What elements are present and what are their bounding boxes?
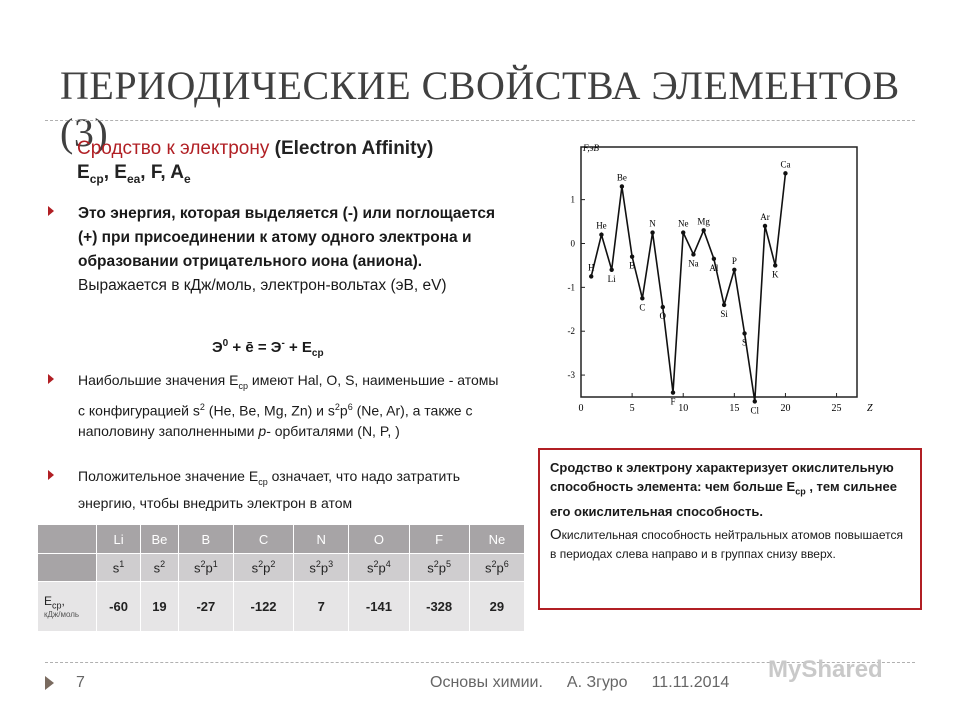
data-point: [630, 254, 634, 258]
point-label: Li: [607, 273, 616, 284]
footer-date: 11.11.2014: [651, 674, 730, 691]
data-point: [753, 399, 757, 403]
electron-affinity-table: [37, 524, 525, 632]
page-title: ПЕРИОДИЧЕСКИЕ СВОЙСТВА ЭЛЕМЕНТОВ (3): [60, 63, 900, 155]
definition-units: Выражается в кДж/моль, электрон-вольтах (эВ, eV): [78, 277, 447, 294]
config-part: s: [484, 560, 492, 576]
row-unit: кДж/моль: [44, 610, 80, 620]
table-row: [38, 554, 525, 582]
x-tick-label: 15: [729, 403, 740, 414]
symbol-sub: ср: [89, 171, 104, 186]
data-point: [661, 305, 665, 309]
point-label: H: [587, 262, 595, 273]
section-heading: [77, 138, 433, 160]
data-point: [712, 257, 716, 261]
bullet-marker-icon: [48, 374, 54, 384]
data-point: [681, 230, 685, 234]
config-part: 2: [200, 559, 206, 570]
eq-sub: ср: [311, 348, 324, 359]
element-cell: B: [178, 525, 233, 554]
config-part: p: [205, 560, 213, 576]
config-part: p: [320, 560, 329, 576]
equation: [212, 338, 324, 359]
heading-symbols: [77, 162, 191, 186]
point-label: Cl: [750, 405, 760, 416]
table-corner-cell: [38, 525, 97, 554]
text-italic: p: [258, 423, 267, 440]
text: Положительное значение E: [78, 468, 259, 484]
config-part: 2: [160, 559, 166, 570]
config-cell: [349, 554, 409, 582]
point-label: Ne: [677, 218, 689, 229]
text: Сродство к электрону характеризует окислительную способность элемента: чем больше E: [550, 460, 894, 494]
point-label: Al: [709, 262, 719, 273]
config-part: p: [263, 560, 271, 576]
point-label: C: [639, 302, 646, 313]
config-part: p: [438, 560, 446, 576]
x-axis-label: Z: [867, 403, 873, 414]
point-label: Mg: [697, 216, 710, 227]
value-cell: -60: [97, 582, 141, 632]
point-label: He: [596, 220, 607, 231]
point-label: Na: [688, 258, 699, 269]
title-divider: [45, 120, 915, 121]
config-part: s: [153, 560, 161, 576]
data-point: [783, 171, 787, 175]
config-part: s: [427, 560, 434, 576]
point-label: Ca: [780, 159, 791, 170]
config-part: 1: [212, 559, 218, 570]
data-point: [722, 303, 726, 307]
point-label: F: [670, 396, 676, 407]
text: О: [550, 525, 562, 543]
definition-bold: Это энергия, которая выделяется (-) или поглощается (+) при присоединении к атому одного электрона и образовании отрицательного иона (аниона).: [78, 205, 496, 270]
text: , тем сильнее его окислительная способность.: [550, 479, 897, 519]
eq-part: + ē = Э: [228, 339, 282, 356]
text: имеют Hal, O, S, наименьшие - атомы с конфигурацией s: [78, 372, 499, 419]
text-sup: 2: [199, 401, 205, 412]
value-cell: -328: [409, 582, 469, 632]
value-cell: -122: [233, 582, 293, 632]
y-axis-label: F,эB: [583, 143, 600, 153]
data-point: [732, 268, 736, 272]
config-cell: [141, 554, 179, 582]
x-tick-label: 25: [831, 403, 842, 414]
y-tick-label: -2: [567, 326, 575, 337]
config-part: 1: [119, 559, 125, 570]
data-point: [691, 252, 695, 256]
x-tick-label: 0: [578, 403, 584, 414]
eq-sup: 0: [222, 338, 229, 349]
text: означает, что надо затратить энергию, чтобы внедрить электрон в атом: [78, 468, 461, 511]
bullet-positive-value: [48, 466, 508, 514]
y-tick-label: -3: [567, 370, 575, 381]
data-point: [671, 390, 675, 394]
value-cell: 19: [141, 582, 179, 632]
value-cell: -27: [178, 582, 233, 632]
config-part: 2: [373, 559, 379, 570]
config-part: 6: [503, 559, 509, 570]
config-part: s: [309, 560, 316, 576]
config-cell: [178, 554, 233, 582]
point-label: N: [649, 218, 656, 229]
footer-marker-icon: [45, 676, 54, 690]
config-part: s: [112, 560, 120, 576]
point-label: O: [659, 311, 667, 322]
info-paragraph-2: [550, 525, 910, 564]
point-label: Ar: [760, 211, 770, 222]
data-point: [589, 274, 593, 278]
text-sub: ср: [258, 476, 268, 487]
y-tick-label: 1: [570, 194, 575, 205]
eq-sup: -: [281, 338, 285, 349]
page-number: 7: [76, 674, 85, 691]
config-part: 2: [433, 559, 439, 570]
data-point: [609, 268, 613, 272]
value-cell: 29: [469, 582, 524, 632]
config-part: p: [496, 560, 504, 576]
symbol-sub3: e: [183, 171, 191, 186]
footer-text: [430, 674, 753, 692]
text-sup: 2: [334, 401, 340, 412]
config-part: 5: [446, 559, 452, 570]
config-part: 2: [491, 559, 497, 570]
electron-affinity-chart: [565, 135, 885, 425]
info-box: [538, 448, 922, 610]
config-part: s: [251, 560, 259, 576]
symbol-rest: , E: [103, 162, 127, 183]
config-part: 2: [270, 559, 276, 570]
row-label: E: [44, 593, 53, 608]
x-tick-label: 10: [678, 403, 689, 414]
point-label: K: [771, 269, 779, 280]
config-part: s: [367, 560, 374, 576]
info-paragraph-1: [550, 458, 910, 521]
text: Наибольшие значения E: [78, 372, 239, 388]
text: p: [339, 402, 348, 419]
data-point: [742, 331, 746, 335]
row-label-tail: ,: [61, 593, 65, 608]
config-part: 4: [385, 559, 391, 570]
data-point: [640, 296, 644, 300]
bullet-definition: [48, 202, 508, 298]
bullet-marker-icon: [48, 206, 54, 216]
element-cell: N: [294, 525, 349, 554]
table-label-cell: [38, 554, 97, 582]
point-label: Si: [720, 308, 728, 319]
config-part: 2: [258, 559, 264, 570]
symbol-e: E: [77, 162, 90, 183]
series-line: [591, 173, 785, 401]
element-cell: O: [349, 525, 409, 554]
footer-course: Основы химии.: [430, 674, 543, 691]
eq-part: Э: [212, 339, 223, 356]
config-cell: [97, 554, 141, 582]
element-cell: Li: [97, 525, 141, 554]
config-cell: [233, 554, 293, 582]
point-label: P: [731, 255, 737, 266]
element-cell: F: [409, 525, 469, 554]
bullet-marker-icon: [48, 470, 54, 480]
text: (He, Be, Mg, Zn) и s: [204, 402, 335, 419]
data-point: [620, 184, 624, 188]
point-label: S: [742, 337, 748, 348]
config-part: s: [193, 560, 201, 576]
footer-author: А. Згуро: [566, 674, 628, 691]
element-cell: Ne: [469, 525, 524, 554]
data-point: [701, 228, 705, 232]
symbol-sub2: ea: [126, 171, 141, 186]
row-label-sub: ср: [52, 600, 62, 611]
table-label-cell: [38, 582, 97, 632]
data-point: [650, 230, 654, 234]
bullet-max-values: [48, 370, 508, 442]
text: - орбиталями (N, P, ): [266, 423, 400, 440]
point-label: Be: [616, 172, 627, 183]
text: (Ne, Ar), а также с наполовину заполненными: [78, 402, 473, 440]
x-tick-label: 20: [780, 403, 791, 414]
y-tick-label: -1: [567, 282, 575, 293]
text: кислительная способность нейтральных атомов повышается в периодах слева направо и в группах снизу вверх.: [550, 527, 903, 561]
symbol-rest2: , F, A: [140, 162, 184, 183]
data-point: [773, 263, 777, 267]
heading-red-text: Сродство к электрону: [77, 138, 270, 159]
y-tick-label: 0: [570, 238, 575, 249]
text-sub: ср: [238, 380, 248, 391]
config-part: 3: [328, 559, 334, 570]
config-cell: [294, 554, 349, 582]
data-point: [763, 224, 767, 228]
x-tick-label: 5: [629, 403, 635, 414]
heading-rest-text: (Electron Affinity): [269, 138, 434, 159]
element-cell: C: [233, 525, 293, 554]
config-cell: [409, 554, 469, 582]
config-cell: [469, 554, 524, 582]
eq-part: + E: [284, 339, 312, 356]
table-row: [38, 525, 525, 554]
element-cell: Be: [141, 525, 179, 554]
config-part: 2: [315, 559, 321, 570]
table-row: [38, 582, 525, 632]
value-cell: 7: [294, 582, 349, 632]
watermark-logo: MyShared: [768, 656, 883, 683]
data-point: [599, 233, 603, 237]
value-cell: -141: [349, 582, 409, 632]
point-label: B: [629, 260, 636, 271]
text-sup: 6: [347, 401, 353, 412]
config-part: p: [378, 560, 386, 576]
text-sub: ср: [795, 486, 806, 497]
